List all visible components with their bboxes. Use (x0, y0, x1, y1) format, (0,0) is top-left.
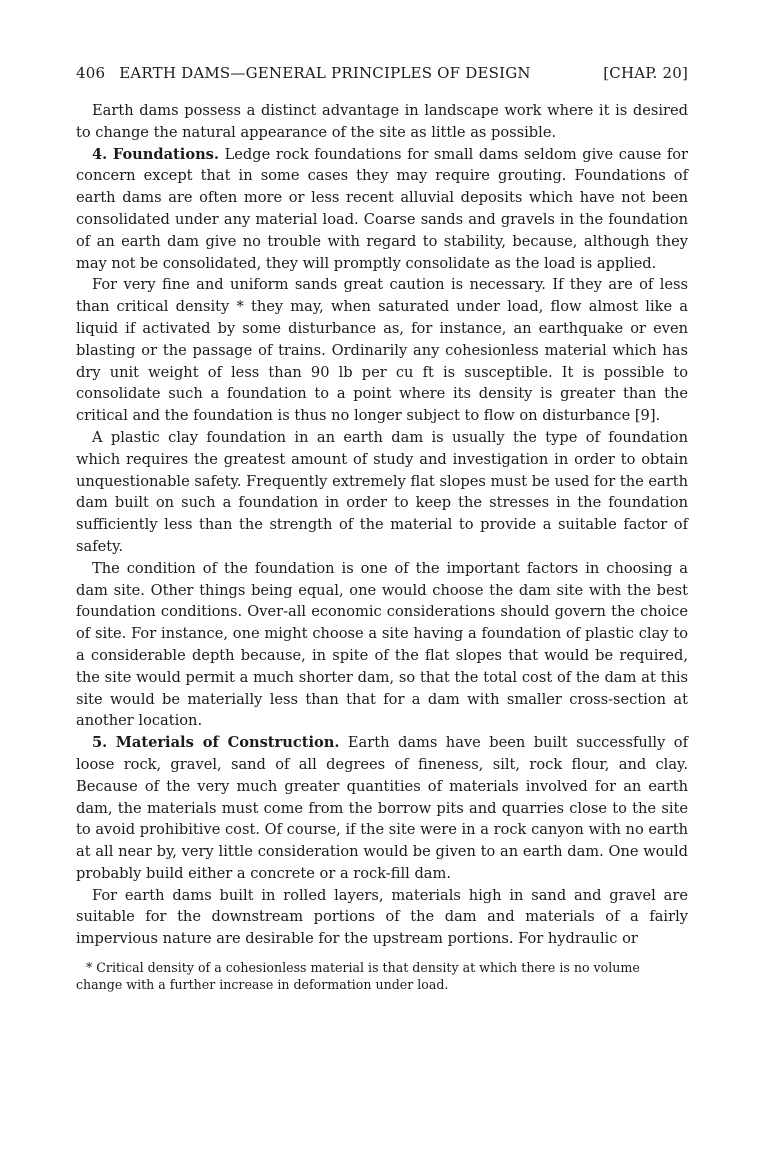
book-page (76, 64, 688, 993)
running-head (76, 64, 688, 90)
paragraph-text: Earth dams have been built successfully of loose rock, gravel, sand of all degrees of fineness, silt, rock flour, and clay. Because of the very much greater quantities of materials involved for an earth dam, the materials must come from the borrow pits and quarries close to the site to avoid prohibitive cost. Of course, if the site were in a rock canyon with no earth at all near by, very little consideration would be given to an earth dam. One would probably build either a concrete or a rock-fill dam. (76, 734, 688, 882)
paragraph-text: Ledge rock foundations for small dams seldom give cause for concern except that in some cases they may require grouting. Foundations of earth dams are often more or less recent alluvial deposits which have not been consolidated under any material load. Coarse sands and gravels in the foundation of an earth dam give no trouble with regard to stability, because, although they may not be consolidated, they will promptly consolidate as the load is applied. (76, 145, 688, 272)
footnote (76, 959, 688, 993)
paragraph (76, 144, 688, 275)
paragraph: A plastic clay foundation in an earth dam is usually the type of foundation which requires the greatest amount of study and investigation in order to obtain unquestionable safety. Frequently extremely flat slopes must be used for the earth dam built on such a foundation in order to keep the stresses in the foundation sufficiently less than the strength of the material to provide a suitable factor of safety. (76, 428, 688, 555)
page-number: 406 (76, 64, 106, 82)
section-heading: Foundations. (112, 145, 219, 163)
paragraph: For earth dams built in rolled layers, materials high in sand and gravel are suitable for the downstream portions of the dam and materials of a fairly impervious nature are desirable for the upstream portions. For hydraulic or (76, 886, 688, 948)
section-number: 5. (92, 734, 108, 752)
running-head-left (76, 64, 531, 82)
section-heading: Materials of Construction. (115, 734, 340, 752)
footnote-text: * Critical density of a cohesionless material is that density at which there is no volume change with a further increase in deformation under load. (76, 960, 640, 993)
paragraph: The condition of the foundation is one of the important factors in choosing a dam site. Other things being equal, one would choose the dam site with the best foundation conditions. Over-all economic considerations should govern the choice of site. For instance, one might choose a site having a foundation of plastic clay to a considerable depth because, in spite of the flat slopes that would be required, the site would permit a much shorter dam, so that the total cost of the dam at this site would be materially less than that for a dam with smaller cross-section at another location. (76, 559, 688, 730)
chapter-label: [CHAP. 20] (603, 64, 688, 82)
paragraph: Earth dams possess a distinct advantage in landscape work where it is desired to change the natural appearance of the site as little as possible. (76, 102, 688, 141)
paragraph: For very fine and uniform sands great caution is necessary. If they are of less than critical density * they may, when saturated under load, flow almost like a liquid if activated by some disturbance as, for instance, an earthquake or even blasting or the passage of trains. Ordinarily any cohesionless material which has dry unit weight of less than 90 lb per cu ft is susceptible. It is possible to consolidate such a foundation to a point where its density is greater than the critical and the foundation is thus no longer subject to flow on disturbance [9]. (76, 276, 688, 425)
body-text (76, 100, 688, 950)
section-number: 4. (92, 145, 108, 163)
paragraph (76, 732, 688, 885)
running-title: EARTH DAMS—GENERAL PRINCIPLES OF DESIGN (119, 64, 531, 82)
